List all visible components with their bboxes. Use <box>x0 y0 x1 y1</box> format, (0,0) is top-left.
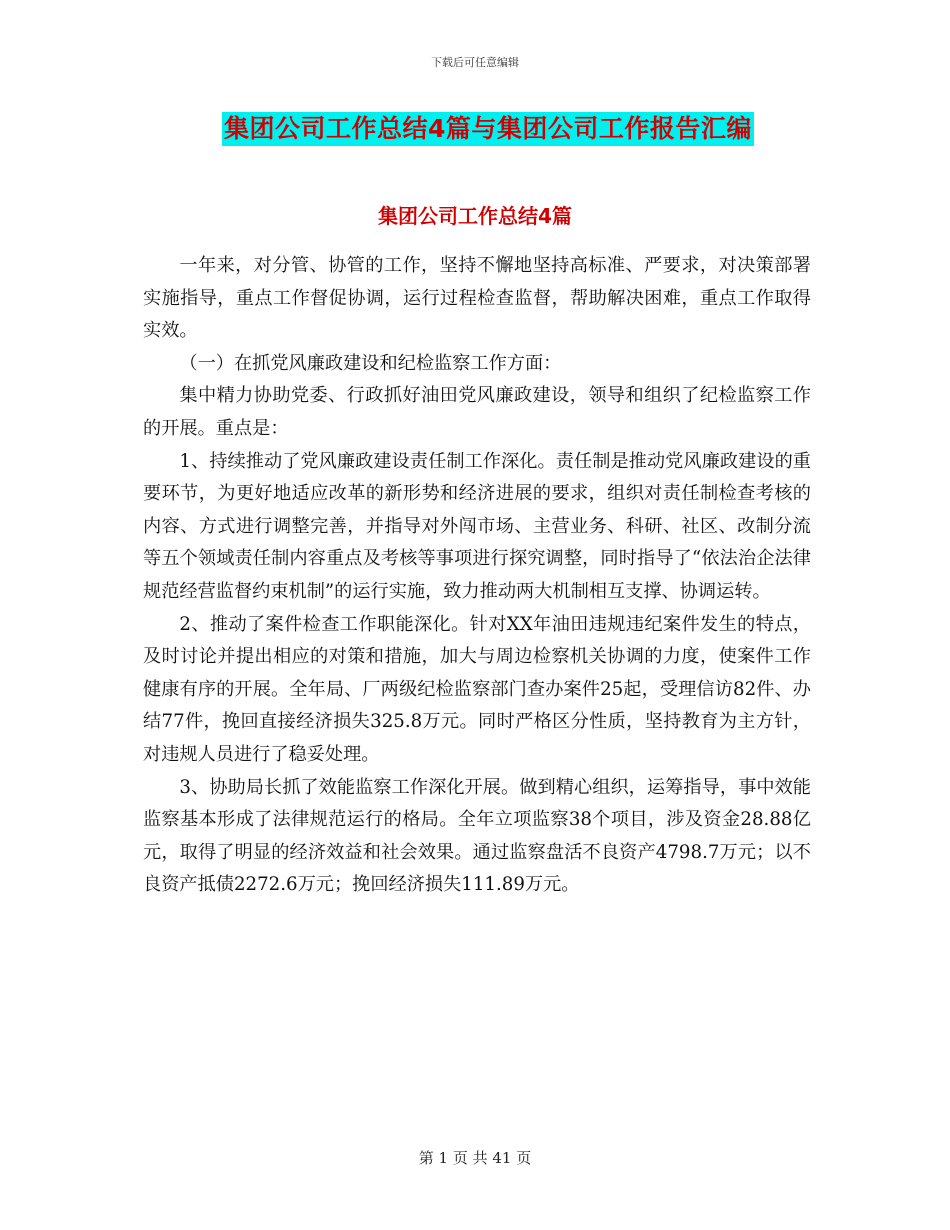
paragraph: 3、协助局长抓了效能监察工作深化开展。做到精心组织，运筹指导，事中效能监察基本形成了法律规范运行的格局。全年立项监察38个项目，涉及资金28.88亿元，取得了明显的经济效益和社会效果。通过监察盘活不良资产4798.7万元；以不良资产抵债2272.6万元；挽回经济损失111.89万元。 <box>143 776 811 896</box>
document-body <box>143 250 811 902</box>
page-number: 第 1 页 共 41 页 <box>418 1149 532 1167</box>
paragraph: 1、持续推动了党风廉政建设责任制工作深化。责任制是推动党风廉政建设的重要环节，为更好地适应改革的新形势和经济进展的要求，组织对责任制检查考核的内容、方式进行调整完善，并指导对外闯市场、主营业务、科研、社区、改制分流等五个领域责任制内容重点及考核等事项进行探究调整，同时指导了“依法治企法律规范经营监督约束机制”的运行实施，致力推动两大机制相互支撑、协调运转。 <box>143 450 811 602</box>
document-title: 集团公司工作总结4篇与集团公司工作报告汇编 <box>222 112 754 146</box>
section-title: 集团公司工作总结4篇 <box>378 204 572 228</box>
page-header-note: 下载后可任意编辑 <box>431 56 519 69</box>
paragraph: （一）在抓党风廉政建设和纪检监察工作方面： <box>179 352 562 374</box>
paragraph: 集中精力协助党委、行政抓好油田党风廉政建设，领导和组织了纪检监察工作的开展。重点是： <box>143 385 811 439</box>
paragraph: 一年来，对分管、协管的工作，坚持不懈地坚持高标准、严要求，对决策部署实施指导，重点工作督促协调，运行过程检查监督，帮助解决困难，重点工作取得实效。 <box>143 255 811 342</box>
paragraph: 2、推动了案件检查工作职能深化。针对XX年油田违规违纪案件发生的特点，及时讨论并提出相应的对策和措施，加大与周边检察机关协调的力度，使案件工作健康有序的开展。全年局、厂两级纪检监察部门查办案件25起，受理信访82件、办结77件，挽回直接经济损失325.8万元。同时严格区分性质，坚持教育为主方针，对违规人员进行了稳妥处理。 <box>143 613 811 765</box>
